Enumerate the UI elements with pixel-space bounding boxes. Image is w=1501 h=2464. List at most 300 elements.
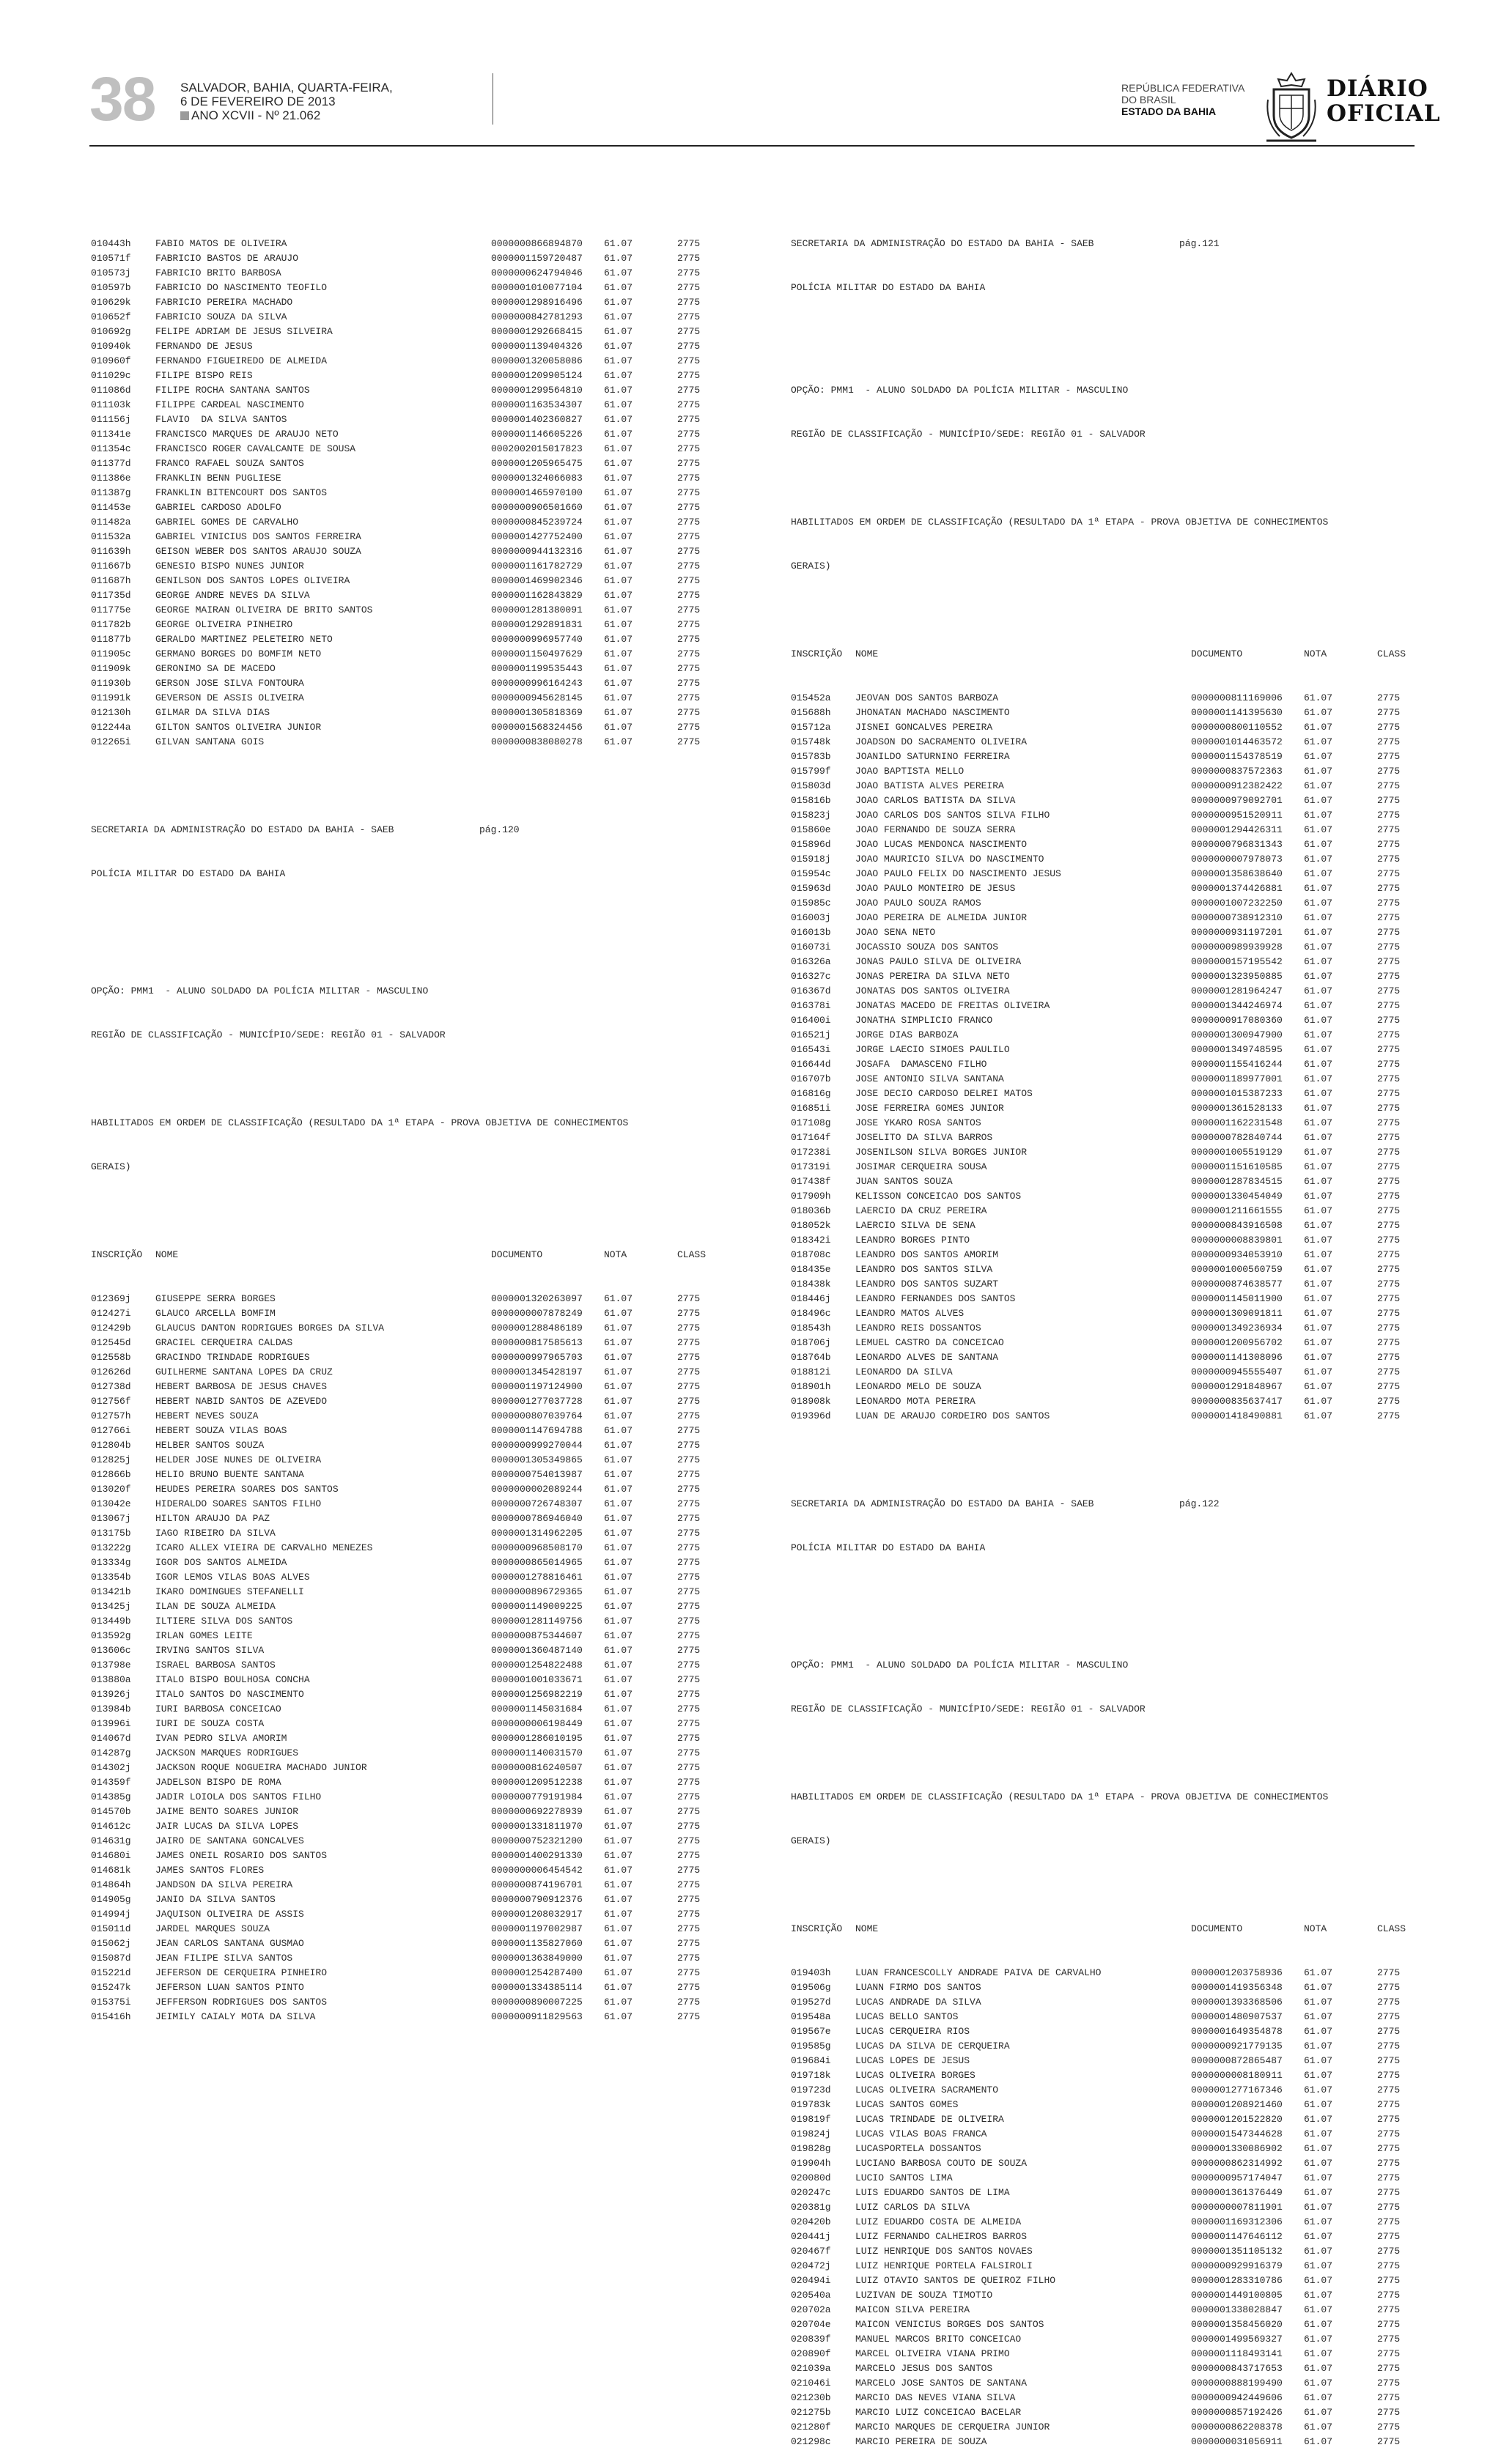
documento-cell: 0000001256982219 <box>491 1689 583 1700</box>
nota-cell: 61.07 <box>604 1879 633 1890</box>
class-cell: 2775 <box>677 1425 701 1436</box>
class-cell: 2775 <box>677 1469 701 1480</box>
documento-cell: 0000000738912310 <box>1191 912 1283 923</box>
nota-cell: 61.07 <box>604 1660 633 1671</box>
nome-cell: ILAN DE SOUZA ALMEIDA <box>155 1601 276 1612</box>
nome-cell: GILTON SANTOS OLIVEIRA JUNIOR <box>155 722 322 733</box>
nome-cell: FLAVIO DA SILVA SANTOS <box>155 414 287 425</box>
table-row <box>91 266 721 281</box>
table-row <box>91 1731 721 1746</box>
nome-cell: GEORGE MAIRAN OLIVEIRA DE BRITO SANTOS <box>155 604 373 615</box>
nota-cell: 61.07 <box>604 1909 633 1920</box>
table-row <box>91 1834 721 1849</box>
nota-cell: 61.07 <box>604 575 633 586</box>
nome-cell: JADIR LOIOLA DOS SANTOS FILHO <box>155 1791 322 1802</box>
nome-cell: LEANDRO DOS SANTOS AMORIM <box>855 1249 999 1260</box>
class-cell: 2775 <box>1377 2070 1401 2081</box>
nota-cell: 61.07 <box>1304 2363 1333 2374</box>
documento-cell: 0000001305349865 <box>491 1454 583 1465</box>
class-cell: 2775 <box>677 619 701 630</box>
class-cell: 2775 <box>1377 927 1401 938</box>
inscricao-cell: 014612c <box>91 1821 131 1832</box>
inscricao-cell: 020704e <box>791 2319 831 2330</box>
page-header <box>0 0 1501 158</box>
table-row <box>791 2405 1421 2420</box>
class-cell: 2775 <box>677 634 701 645</box>
candidate-list-4 <box>791 1966 1421 2449</box>
class-cell: 2775 <box>677 1337 701 1348</box>
documento-cell: 0000000862314992 <box>1191 2158 1283 2169</box>
table-row <box>91 1936 721 1951</box>
table-row <box>791 852 1421 867</box>
documento-cell: 0000001334385114 <box>491 1982 583 1993</box>
table-row <box>91 369 721 383</box>
class-cell: 2775 <box>1377 1264 1401 1275</box>
class-cell: 2775 <box>1377 1967 1401 1978</box>
documento-cell: 0000001324066083 <box>491 473 583 484</box>
table-row <box>791 925 1421 940</box>
nota-cell: 61.07 <box>604 1601 633 1612</box>
table-row <box>791 823 1421 837</box>
inscricao-cell: 021230b <box>791 2392 831 2403</box>
documento-cell: 0000001150497629 <box>491 648 583 659</box>
class-cell: 2775 <box>1377 868 1401 879</box>
table-row <box>91 1863 721 1878</box>
nome-cell: JOSELITO DA SILVA BARROS <box>855 1132 993 1143</box>
table-row <box>91 1409 721 1424</box>
nota-cell: 61.07 <box>604 1572 633 1583</box>
nota-cell: 61.07 <box>604 736 633 747</box>
class-cell: 2775 <box>1377 2290 1401 2301</box>
class-cell: 2775 <box>677 1938 701 1949</box>
policia-line: POLÍCIA MILITAR DO ESTADO DA BAHIA <box>791 1542 986 1553</box>
class-cell: 2775 <box>677 1484 701 1495</box>
secretaria-text: SECRETARIA DA ADMINISTRAÇÃO DO ESTADO DA BAHIA - SAEB <box>791 1498 1094 1509</box>
inscricao-cell: 021298c <box>791 2436 831 2447</box>
nome-cell: JOAO SENA NETO <box>855 927 936 938</box>
nota-cell: 61.07 <box>604 1938 633 1949</box>
class-cell: 2775 <box>677 1997 701 2008</box>
documento-cell: 0000001449100805 <box>1191 2290 1283 2301</box>
class-cell: 2775 <box>1377 1088 1401 1099</box>
issue-info <box>180 81 393 122</box>
nota-cell: 61.07 <box>604 355 633 366</box>
nome-cell: LUCAS ANDRADE DA SILVA <box>855 1997 981 2008</box>
nota-cell: 61.07 <box>1304 1967 1333 1978</box>
table-row <box>791 2317 1421 2332</box>
class-cell: 2775 <box>1377 1176 1401 1187</box>
nota-cell: 61.07 <box>604 311 633 322</box>
table-row <box>791 1365 1421 1380</box>
documento-cell: 0000001147646112 <box>1191 2231 1283 2242</box>
header-rule <box>89 145 1415 147</box>
date-line-1: SALVADOR, BAHIA, QUARTA-FEIRA, <box>180 81 393 95</box>
inscricao-cell: 020890f <box>791 2348 831 2359</box>
nota-cell: 61.07 <box>1304 795 1333 806</box>
inscricao-cell: 010629k <box>91 297 131 308</box>
inscricao-cell: 016400i <box>791 1015 831 1026</box>
table-row <box>91 1643 721 1658</box>
page-ref: pág.120 <box>479 824 520 835</box>
documento-cell: 0000000002089244 <box>491 1484 583 1495</box>
inscricao-cell: 014994j <box>91 1909 131 1920</box>
nome-cell: JADELSON BISPO DE ROMA <box>155 1777 281 1788</box>
table-row <box>91 530 721 544</box>
class-cell: 2775 <box>677 1806 701 1817</box>
nome-cell: FRANCISCO MARQUES DE ARAUJO NETO <box>155 429 339 440</box>
class-cell: 2775 <box>677 2011 701 2022</box>
inscricao-cell: 010573j <box>91 267 131 278</box>
nome-cell: JOSAFA DAMASCENO FILHO <box>855 1059 987 1070</box>
class-cell: 2775 <box>677 1865 701 1876</box>
documento-cell: 0000000921779135 <box>1191 2041 1283 2052</box>
inscricao-cell: 016073i <box>791 941 831 952</box>
nota-cell: 61.07 <box>1304 1337 1333 1348</box>
table-row <box>91 1966 721 1980</box>
inscricao-cell: 020247c <box>791 2187 831 2198</box>
documento-cell: 0000001141308096 <box>1191 1352 1283 1363</box>
documento-cell: 0000001005519129 <box>1191 1147 1283 1158</box>
documento-cell: 0000001402360827 <box>491 414 583 425</box>
class-cell: 2775 <box>1377 2187 1401 2198</box>
nome-cell: JEIMILY CAIALY MOTA DA SILVA <box>155 2011 316 2022</box>
table-row <box>791 1262 1421 1277</box>
header-nota: NOTA <box>604 1249 627 1260</box>
class-cell: 2775 <box>1377 2348 1401 2359</box>
class-cell: 2775 <box>677 1440 701 1451</box>
nome-cell: LUCAS BELLO SANTOS <box>855 2011 959 2022</box>
nota-cell: 61.07 <box>604 1747 633 1758</box>
opcao-line: OPÇÃO: PMM1 - ALUNO SOLDADO DA POLÍCIA MILITAR - MASCULINO <box>91 985 429 996</box>
habilitados-line-1: HABILITADOS EM ORDEM DE CLASSIFICAÇÃO (RESULTADO DA 1ª ETAPA - PROVA OBJETIVA DE CONHECIMENTOS <box>91 1117 629 1128</box>
nome-cell: ITALO SANTOS DO NASCIMENTO <box>155 1689 304 1700</box>
class-cell: 2775 <box>1377 1029 1401 1040</box>
documento-cell: 0000001118493141 <box>1191 2348 1283 2359</box>
class-cell: 2775 <box>1377 2246 1401 2257</box>
class-cell: 2775 <box>1377 1410 1401 1421</box>
documento-cell: 0000000811169006 <box>1191 692 1283 703</box>
class-cell: 2775 <box>1377 941 1401 952</box>
class-cell: 2775 <box>1377 1352 1401 1363</box>
nome-cell: LEONARDO MELO DE SOUZA <box>855 1381 981 1392</box>
table-row <box>791 2303 1421 2317</box>
class-cell: 2775 <box>1377 2334 1401 2345</box>
table-row <box>91 1878 721 1893</box>
documento-cell: 0000001320058086 <box>491 355 583 366</box>
inscricao-cell: 010597b <box>91 282 131 293</box>
secretaria-line <box>91 823 721 837</box>
documento-cell: 0000001203758936 <box>1191 1967 1283 1978</box>
class-cell: 2775 <box>677 1660 701 1671</box>
nome-cell: JOSENILSON SILVA BORGES JUNIOR <box>855 1147 1028 1158</box>
nota-cell: 61.07 <box>604 1997 633 2008</box>
class-cell: 2775 <box>677 1352 701 1363</box>
class-cell: 2775 <box>1377 1103 1401 1114</box>
nome-cell: JOAO BATISTA ALVES PEREIRA <box>855 780 1004 791</box>
secretaria-line <box>791 237 1421 251</box>
inscricao-cell: 019527d <box>791 1997 831 2008</box>
nome-cell: JONAS PEREIRA DA SILVA NETO <box>855 971 1010 982</box>
nome-cell: IRVING SANTOS SILVA <box>155 1645 265 1656</box>
class-cell: 2775 <box>677 1718 701 1729</box>
class-cell: 2775 <box>1377 883 1401 894</box>
inscricao-cell: 011639h <box>91 546 131 557</box>
inscricao-cell: 013996i <box>91 1718 131 1729</box>
nota-cell: 61.07 <box>1304 1029 1333 1040</box>
documento-cell: 0000000896729365 <box>491 1586 583 1597</box>
table-row <box>791 2274 1421 2288</box>
nome-cell: ILTIERE SILVA DOS SANTOS <box>155 1616 293 1627</box>
brand-line-2: OFICIAL <box>1327 100 1441 127</box>
class-cell: 2775 <box>677 531 701 542</box>
nome-cell: HILTON ARAUJO DA PAZ <box>155 1513 270 1524</box>
table-row <box>91 574 721 588</box>
class-cell: 2775 <box>677 1777 701 1788</box>
secretaria-line <box>791 1497 1421 1512</box>
inscricao-cell: 011387g <box>91 487 131 498</box>
class-cell: 2775 <box>1377 1117 1401 1128</box>
table-row <box>791 1204 1421 1218</box>
table-row <box>91 1350 721 1365</box>
documento-cell: 0000001135827060 <box>491 1938 583 1949</box>
documento-cell: 0000001291848967 <box>1191 1381 1283 1392</box>
class-cell: 2775 <box>1377 2011 1401 2022</box>
class-cell: 2775 <box>677 1894 701 1905</box>
inscricao-cell: 018812i <box>791 1366 831 1377</box>
nota-cell: 61.07 <box>604 1674 633 1685</box>
nome-cell: LEONARDO MOTA PEREIRA <box>855 1396 976 1407</box>
inscricao-cell: 012804b <box>91 1440 131 1451</box>
nota-cell: 61.07 <box>1304 2143 1333 2154</box>
nome-cell: JEOVAN DOS SANTOS BARBOZA <box>855 692 999 703</box>
inscricao-cell: 011905c <box>91 648 131 659</box>
nota-cell: 61.07 <box>1304 2216 1333 2227</box>
table-row <box>791 2083 1421 2098</box>
table-row <box>91 1717 721 1731</box>
inscricao-cell: 020702a <box>791 2304 831 2315</box>
inscricao-cell: 019403h <box>791 1967 831 1978</box>
class-cell: 2775 <box>1377 751 1401 762</box>
inscricao-cell: 019824j <box>791 2128 831 2139</box>
nome-cell: JOSE DECIO CARDOSO DELREI MATOS <box>855 1088 1033 1099</box>
nota-cell: 61.07 <box>1304 1191 1333 1202</box>
class-cell: 2775 <box>1377 1997 1401 2008</box>
nota-cell: 61.07 <box>604 1513 633 1524</box>
nota-cell: 61.07 <box>1304 1997 1333 2008</box>
documento-cell: 0000001001033671 <box>491 1674 583 1685</box>
nome-cell: GILVAN SANTANA GOIS <box>155 736 265 747</box>
inscricao-cell: 018446j <box>791 1293 831 1304</box>
nota-cell: 61.07 <box>604 443 633 454</box>
coat-of-arms-icon <box>1262 70 1321 144</box>
class-cell: 2775 <box>677 1835 701 1846</box>
table-row <box>791 1160 1421 1174</box>
nota-cell: 61.07 <box>1304 751 1333 762</box>
class-cell: 2775 <box>1377 1000 1401 1011</box>
class-cell: 2775 <box>677 546 701 557</box>
nota-cell: 61.07 <box>604 546 633 557</box>
inscricao-cell: 020540a <box>791 2290 831 2301</box>
documento-cell: 0000001149009225 <box>491 1601 583 1612</box>
class-cell: 2775 <box>677 1293 701 1304</box>
class-cell: 2775 <box>677 473 701 484</box>
documento-cell: 0000001145031684 <box>491 1703 583 1714</box>
nome-cell: GENILSON DOS SANTOS LOPES OLIVEIRA <box>155 575 350 586</box>
inscricao-cell: 012766i <box>91 1425 131 1436</box>
table-row <box>791 1218 1421 1233</box>
nome-cell: LUIS EDUARDO SANTOS DE LIMA <box>855 2187 1010 2198</box>
header-documento: DOCUMENTO <box>491 1249 543 1260</box>
nota-cell: 61.07 <box>604 1498 633 1509</box>
class-cell: 2775 <box>1377 2202 1401 2213</box>
class-cell: 2775 <box>1377 956 1401 967</box>
nota-cell: 61.07 <box>1304 1059 1333 1070</box>
table-row <box>791 1145 1421 1160</box>
inscricao-cell: 012244a <box>91 722 131 733</box>
nota-cell: 61.07 <box>604 604 633 615</box>
nome-cell: MARCIO DAS NEVES VIANA SILVA <box>855 2392 1016 2403</box>
documento-cell: 0000001330454049 <box>1191 1191 1283 1202</box>
nota-cell: 61.07 <box>1304 971 1333 982</box>
header-inscricao: INSCRIÇÃO <box>791 1923 843 1934</box>
table-row <box>791 2215 1421 2230</box>
nota-cell: 61.07 <box>604 1616 633 1627</box>
nota-cell: 61.07 <box>1304 1176 1333 1187</box>
table-row <box>791 881 1421 896</box>
nota-cell: 61.07 <box>1304 927 1333 938</box>
inscricao-cell: 019718k <box>791 2070 831 2081</box>
nota-cell: 61.07 <box>1304 2378 1333 2389</box>
table-header <box>91 1248 721 1262</box>
documento-cell: 0000001358638640 <box>1191 868 1283 879</box>
inscricao-cell: 017238i <box>791 1147 831 1158</box>
class-cell: 2775 <box>1377 2319 1401 2330</box>
documento-cell: 0000000835637417 <box>1191 1396 1283 1407</box>
documento-cell: 0000001159720487 <box>491 253 583 264</box>
inscricao-cell: 011029c <box>91 370 131 381</box>
nome-cell: LUAN DE ARAUJO CORDEIRO DOS SANTOS <box>855 1410 1050 1421</box>
nota-cell: 61.07 <box>1304 1000 1333 1011</box>
inscricao-cell: 015712a <box>791 722 831 733</box>
table-row <box>791 2391 1421 2405</box>
inscricao-cell: 014905g <box>91 1894 131 1905</box>
inscricao-cell: 011930b <box>91 678 131 689</box>
documento-cell: 0000001323950885 <box>1191 971 1283 982</box>
nome-cell: JEFERSON LUAN SANTOS PINTO <box>155 1982 304 1993</box>
nome-cell: FABRICIO PEREIRA MACHADO <box>155 297 293 308</box>
class-cell: 2775 <box>1377 2392 1401 2403</box>
nome-cell: JHONATAN MACHADO NASCIMENTO <box>855 707 1010 718</box>
nota-cell: 61.07 <box>604 1352 633 1363</box>
class-cell: 2775 <box>1377 766 1401 777</box>
nota-cell: 61.07 <box>1304 2158 1333 2169</box>
republic-line-3: ESTADO DA BAHIA <box>1121 106 1217 117</box>
nota-cell: 61.07 <box>604 238 633 249</box>
table-row <box>91 1570 721 1585</box>
table-row <box>791 1980 1421 1995</box>
inscricao-cell: 011667b <box>91 560 131 571</box>
inscricao-cell: 014864h <box>91 1879 131 1890</box>
class-cell: 2775 <box>677 502 701 513</box>
inscricao-cell: 016367d <box>791 985 831 996</box>
nome-cell: FILIPPE CARDEAL NASCIMENTO <box>155 399 304 410</box>
documento-cell: 0000001010077104 <box>491 282 583 293</box>
documento-cell: 0000001146605226 <box>491 429 583 440</box>
documento-cell: 0000000807039764 <box>491 1410 583 1421</box>
page-ref: pág.121 <box>1179 238 1220 249</box>
class-cell: 2775 <box>1377 2158 1401 2169</box>
inscricao-cell: 017909h <box>791 1191 831 1202</box>
documento-cell: 0000000968508170 <box>491 1542 583 1553</box>
table-row <box>91 251 721 266</box>
nome-cell: JOANILDO SATURNINO FERREIRA <box>855 751 1010 762</box>
class-cell: 2775 <box>677 414 701 425</box>
class-cell: 2775 <box>1377 1396 1401 1407</box>
class-cell: 2775 <box>1377 2422 1401 2432</box>
documento-cell: 0000000872865487 <box>1191 2055 1283 2066</box>
inscricao-cell: 012427i <box>91 1308 131 1319</box>
class-cell: 2775 <box>1377 985 1401 996</box>
nota-cell: 61.07 <box>1304 1293 1333 1304</box>
inscricao-cell: 014067d <box>91 1733 131 1744</box>
inscricao-cell: 020420b <box>791 2216 831 2227</box>
table-row <box>91 544 721 559</box>
inscricao-cell: 019828g <box>791 2143 831 2154</box>
class-cell: 2775 <box>1377 780 1401 791</box>
nome-cell: FRANKLIN BENN PUGLIESE <box>155 473 281 484</box>
table-row <box>791 969 1421 984</box>
nome-cell: GABRIEL CARDOSO ADOLFO <box>155 502 281 513</box>
table-row <box>91 442 721 456</box>
documento-cell: 0000001139404326 <box>491 341 583 352</box>
nota-cell: 61.07 <box>1304 2070 1333 2081</box>
class-cell: 2775 <box>677 1791 701 1802</box>
documento-cell: 0000000008839801 <box>1191 1235 1283 1246</box>
nome-cell: IKARO DOMINGUES STEFANELLI <box>155 1586 304 1597</box>
nome-cell: GRACINDO TRINDADE RODRIGUES <box>155 1352 310 1363</box>
documento-cell: 0000001292668415 <box>491 326 583 337</box>
nota-cell: 61.07 <box>604 267 633 278</box>
nota-cell: 61.07 <box>604 692 633 703</box>
nota-cell: 61.07 <box>604 707 633 718</box>
nome-cell: HELIO BRUNO BUENTE SANTANA <box>155 1469 304 1480</box>
table-row <box>91 398 721 412</box>
nome-cell: HELDER JOSE NUNES DE OLIVEIRA <box>155 1454 322 1465</box>
inscricao-cell: 020381g <box>791 2202 831 2213</box>
class-cell: 2775 <box>677 707 701 718</box>
nota-cell: 61.07 <box>604 1645 633 1656</box>
documento-cell: 0000000957174047 <box>1191 2172 1283 2183</box>
table-row <box>91 2010 721 2024</box>
nota-cell: 61.07 <box>604 517 633 528</box>
header-nome: NOME <box>855 648 879 659</box>
table-row <box>791 2230 1421 2244</box>
nota-cell: 61.07 <box>1304 985 1333 996</box>
documento-cell: 0000001161782729 <box>491 560 583 571</box>
inscricao-cell: 016013b <box>791 927 831 938</box>
nota-cell: 61.07 <box>1304 1264 1333 1275</box>
nota-cell: 61.07 <box>1304 2202 1333 2213</box>
table-row <box>91 1849 721 1863</box>
table-row <box>91 1629 721 1643</box>
documento-cell: 0000000862208378 <box>1191 2422 1283 2432</box>
table-row <box>791 1189 1421 1204</box>
candidate-list-1 <box>91 237 721 750</box>
inscricao-cell: 021039a <box>791 2363 831 2374</box>
nome-cell: LAERCIO DA CRUZ PEREIRA <box>855 1205 987 1216</box>
documento-cell: 0000000754013987 <box>491 1469 583 1480</box>
table-row <box>91 427 721 442</box>
